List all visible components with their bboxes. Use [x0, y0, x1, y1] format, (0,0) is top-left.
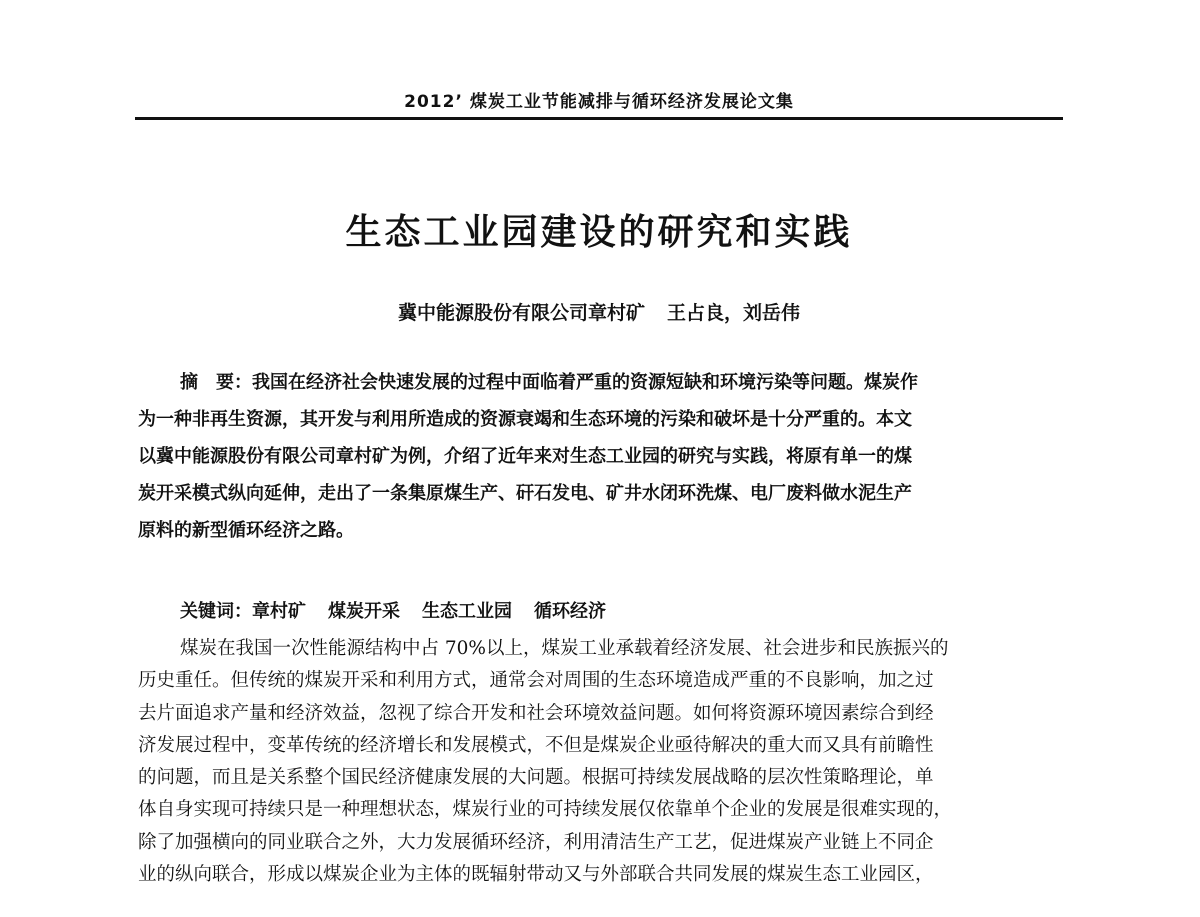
body-line: 济发展过程中，变革传统的经济增长和发展模式，不但是煤炭企业亟待解决的重大而又具有前瞻性 [138, 734, 934, 756]
keywords-label: 关键词： [180, 601, 252, 622]
body-line: 历史重任。但传统的煤炭开采和利用方式，通常会对周围的生态环境造成严重的不良影响，加之过 [138, 670, 934, 692]
author-names: 王占良，刘岳伟 [667, 302, 801, 324]
affiliation: 冀中能源股份有限公司章村矿 [397, 302, 645, 324]
keyword: 章村矿 [252, 601, 306, 622]
running-header: 2012’ 煤炭工业节能减排与循环经济发展论文集 [404, 92, 794, 112]
abstract-text: 我国在经济社会快速发展的过程中面临着严重的资源短缺和环境污染等问题。煤炭作 [252, 372, 918, 393]
body-paragraph [138, 633, 1061, 891]
abstract [138, 364, 1061, 549]
keyword: 循环经济 [534, 601, 606, 622]
body-line: 业的纵向联合，形成以煤炭企业为主体的既辐射带动又与外部联合共同发展的煤炭生态工业园区， [138, 864, 934, 886]
abstract-line: 为一种非再生资源，其开发与利用所造成的资源衰竭和生态环境的污染和破坏是十分严重的。本文 [138, 409, 912, 430]
body-line: 去片面追求产量和经济效益，忽视了综合开发和社会环境效益问题。如何将资源环境因素综合到经 [138, 702, 934, 724]
keyword: 生态工业园 [422, 601, 512, 622]
body-line: 体自身实现可持续只是一种理想状态，煤炭行业的可持续发展仅依靠单个企业的发展是很难实现的， [138, 799, 953, 821]
header-rule [135, 117, 1063, 120]
abstract-line: 原料的新型循环经济之路。 [138, 520, 354, 541]
body-line: 除了加强横向的同业联合之外，大力发展循环经济，利用清洁生产工艺，促进煤炭产业链上不同企 [138, 831, 934, 853]
abstract-line: 以冀中能源股份有限公司章村矿为例，介绍了近年来对生态工业园的研究与实践，将原有单一的煤 [138, 446, 912, 467]
article-title: 生态工业园建设的研究和实践 [345, 212, 853, 253]
keywords [180, 597, 628, 627]
abstract-line [138, 364, 1061, 401]
body-line: 的问题，而且是关系整个国民经济健康发展的大问题。根据可持续发展战略的层次性策略理论，单 [138, 767, 934, 789]
author-line [135, 298, 1063, 328]
abstract-label: 摘 要： [180, 372, 252, 393]
abstract-line: 炭开采模式纵向延伸，走出了一条集原煤生产、矸石发电、矿井水闭环洗煤、电厂废料做水泥生产 [138, 483, 912, 504]
keyword: 煤炭开采 [328, 601, 400, 622]
body-line: 煤炭在我国一次性能源结构中占 70%以上，煤炭工业承载着经济发展、社会进步和民族振兴的 [180, 638, 949, 659]
